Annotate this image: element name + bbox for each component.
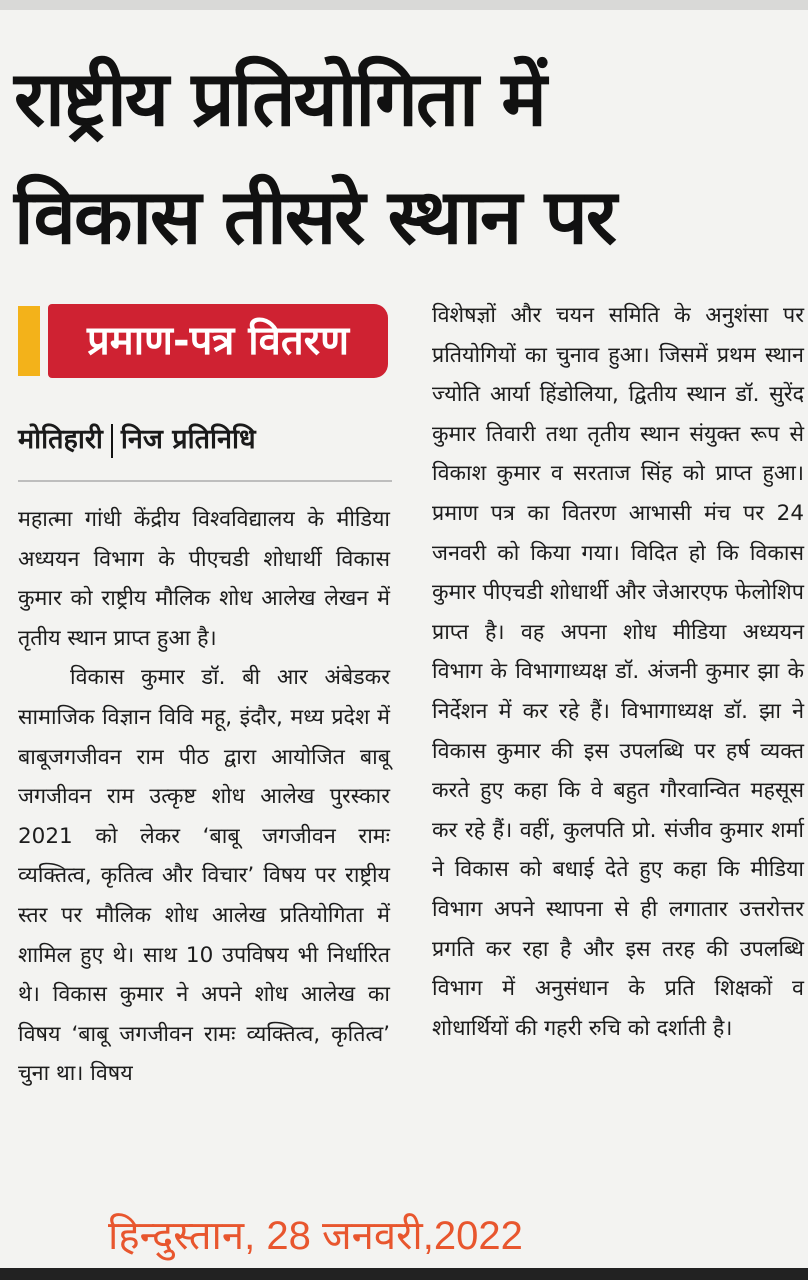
byline-rule: [18, 480, 392, 482]
byline-author: निज प्रतिनिधि: [120, 424, 256, 455]
article-paragraph-2: विकास कुमार डॉ. बी आर अंबेडकर सामाजिक विज्ञान विवि महू, इंदौर, मध्य प्रदेश में बाबूजगजीवन राम पीठ द्वारा आयोजित बाबू जगजीवन राम उत्कृष्ट शोध आलेख पुरस्कार 2021 को लेकर ‘बाबू जगजीवन रामः व्यक्तित्व, कृतित्व और विचार’ विषय पर राष्ट्रीय स्तर पर मौलिक शोध आलेख प्रतियोगिता में शामिल हुए थे। साथ 10 उपविषय भी निर्धारित थे। विकास कुमार ने अपने शोध आलेख का विषय ‘बाबू जगजीवन रामः व्यक्तित्व, कृतित्व’ चुना था। विषय: [18, 665, 390, 1087]
headline-line-2: विकास तीसरे स्थान पर: [14, 172, 615, 261]
headline: [14, 40, 804, 276]
top-edge: [0, 0, 808, 10]
article-paragraph-3: विशेषज्ञों और चयन समिति के अनुशंसा पर प्रतियोगियों का चुनाव हुआ। जिसमें प्रथम स्थान ज्योति आर्या हिंडोलिया, द्वितीय स्थान डॉ. सुरेंद कुमार तिवारी तथा तृतीय स्थान संयुक्त रूप से विकाश कुमार व सरताज सिंह को प्राप्त हुआ। प्रमाण पत्र का वितरण आभासी मंच पर 24 जनवरी को किया गया। विदित हो कि विकास कुमार पीएचडी शोधार्थी और जेआरएफ फेलोशिप प्राप्त है। वह अपना शोध मीडिया अध्ययन विभाग के विभागाध्यक्ष डॉ. अंजनी कुमार झा के निर्देशन में कर रहे हैं। विभागाध्यक्ष डॉ. झा ने विकास कुमार की इस उपलब्धि पर हर्ष व्यक्त करते हुए कहा कि वे बहुत गौरवान्वित महसूस कर रहे हैं। वहीं, कुलपति प्रो. संजीव कुमार शर्मा ने विकास को बधाई देते हुए कहा कि मीडिया विभाग अपने स्थापना से ही लगातार उत्तरोत्तर प्रगति कर रहा है और इस तरह की उपलब्धि विभाग में अनुसंधान के प्रति शिक्षकों व शोधार्थियों की गहरी रुचि को दर्शाती है।: [432, 303, 804, 1041]
headline-line-1: राष्ट्रीय प्रतियोगिता में: [14, 54, 545, 143]
article-column-right: [432, 296, 804, 1048]
source-caption: हिन्दुस्तान, 28 जनवरी,2022: [108, 1214, 523, 1258]
byline-separator: [111, 424, 113, 458]
banner-accent: [18, 306, 40, 376]
article-column-left: [18, 500, 390, 1094]
section-banner: [18, 300, 390, 382]
byline-place: मोतिहारी: [18, 424, 103, 455]
bottom-edge: [0, 1268, 808, 1280]
banner-label: प्रमाण-पत्र वितरण: [48, 304, 388, 378]
byline: [18, 418, 398, 462]
article-paragraph-1: महात्मा गांधी केंद्रीय विश्वविद्यालय के मीडिया अध्ययन विभाग के पीएचडी शोधार्थी विकास कुमार को राष्ट्रीय मौलिक शोध आलेख लेखन में तृतीय स्थान प्राप्त हुआ है।: [18, 507, 390, 651]
